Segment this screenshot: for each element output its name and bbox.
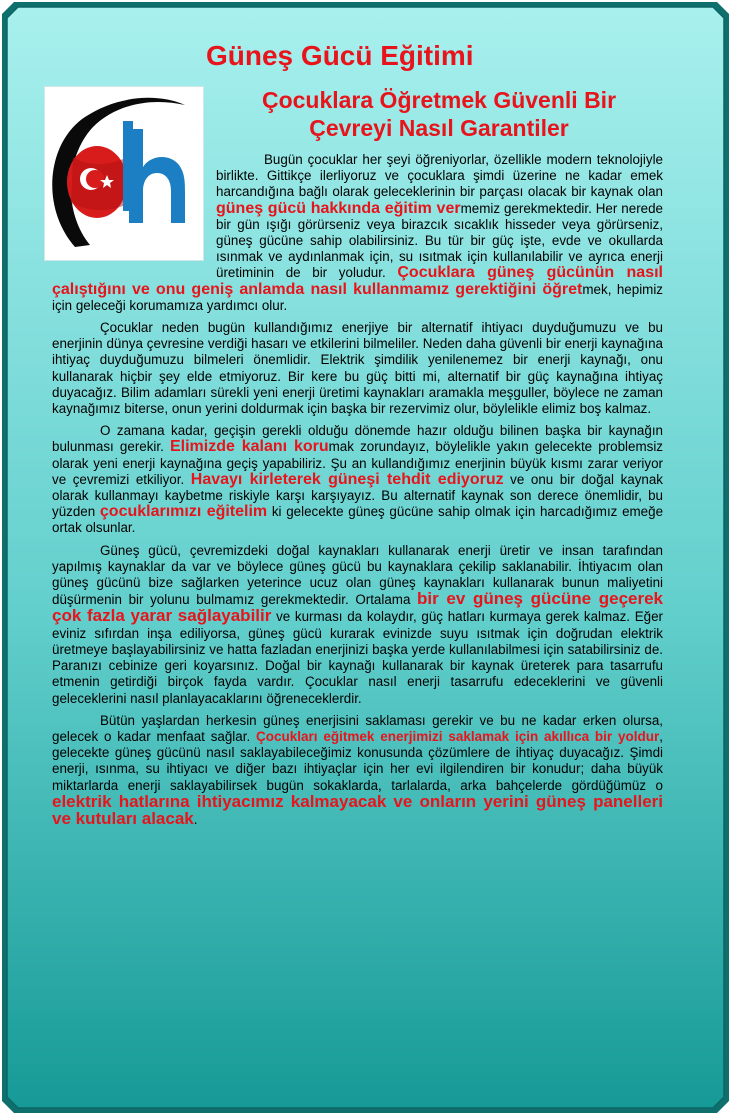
highlighted-text: Çocukları eğitmek enerjimizi saklamak için akıllıca bir yoldur <box>255 728 660 744</box>
paragraph-text: ve onu bir doğal kaynak olarak kullanmayı kaybetme riskiyle karşı karşıyayız. Bu alternatif kaynak son derece önemlidir, bu yüzden <box>52 471 663 520</box>
paragraph-text: ve kurması da kolaydır, güç hatları kurmaya gerek kalmaz. Eğer eviniz sıfırdan inşa ediliyorsa, güneş gücü kurarak evinizde suyu ısıtmak için doğrudan elektrik üretmeye başlayabilirsiniz ve hatta fazladan enerjinizi başka yerde kullanılabilmesi için satabilirsiniz de. Paranızı cebinize geri koyarsınız. Doğal bir kaynağı kullanarak bir kaynak üreterek para tasarrufu etmenin getirdiği birçok fayda vardır. Çocuklar nasıl enerji tasarrufu edeceklerini ve güvenli geleceklerini nasıl planlayacaklarını öğreneceklerdir. <box>52 609 663 706</box>
article-paragraph <box>52 713 663 828</box>
highlighted-text: güneş gücü hakkında eğitim ver <box>216 199 461 217</box>
paragraph-text: . <box>193 811 198 827</box>
logo-float-spacer <box>52 152 216 275</box>
highlighted-text: elektrik hatlarına ihtiyacımız kalmayacak ve onların yerini güneş panelleri ve kutuları alacak <box>52 791 663 828</box>
highlighted-text: çocuklarımızı eğitelim <box>99 503 268 521</box>
subtitle-line-2: Çevreyi Nasıl Garantiler <box>309 115 569 141</box>
subtitle-line-1: Çocuklara Öğretmek Güvenli Bir <box>261 87 617 113</box>
paragraph-text: Güneş gücü, çevremizdeki doğal kaynakları kullanarak enerji üretir ve insan tarafından yapılmış kaynaklar da var ve böylece güneş gücü bu kaynaklara çekilip saklanabilir. İhtiyacım olan güneş gücünü bize sağlarken yeterince ucuz olan güneş kaynakları kullanarak bunun maliyetini düşürmenin bir yolunu bulmamız gerekmektedir. Ortalama <box>52 542 663 608</box>
paragraph-text: Çocuklar neden bugün kullandığımız enerjiye bir alternatif ihtiyacı duyduğumuzu ve bu enerjinin dünya çevresine verdiği hasarı ve etkilerini bilmeliler. Neden daha güvenli bir enerji kaynağına ihtiyaç duyduğumuzu bilmeleri önemlidir. Elektrik şimdilik yenilenemez bir enerji kaynağı, onu kullanarak hiçbir şey elde etmiyoruz. Bir kere bu güç bitti mi, alternatif bir güç kaynağına ihtiyaç duyacağız. Bilim adamları sürekli yeni enerji üretimi kaynakları aramakla meşguller, böylece ne zaman kaynağımız biterse, onun yerini doldurmak için başka bir rezervimiz olur, böylelikle elimiz boş kalmaz. <box>52 320 663 417</box>
highlighted-text: Elimizde kalanı koru <box>169 438 329 456</box>
paragraph-text: memiz gerekmektedir. Her nerede bir gün ışığı görürseniz veya birazcık sıcaklık hisseder veya görürseniz, güneş gücüne sahip olabilirsiniz. Bu tür bir güç işte, evde ve okullarda ısınmak ve aydınlanmak için, su ısıtmak için kullanılabilir ve ayrıca enerji üretiminin de bir yoludur. <box>216 200 663 281</box>
paragraph-text: , gelecekte güneş gücünü nasıl saklayabileceğimiz konusunda çözümlere de ihtiyaç duyacağız. Şimdi enerji, ısınma, su ihtiyacı ve diğer bazı ihtiyaçlar için her evi ilgilendiren bir konudur; daha büyük miktarlarda enerji saklayabilirsek bugün sokaklarda, tarlalarda, arka bahçelerde gördüğümüz o <box>52 728 663 793</box>
article-paragraph <box>52 320 663 417</box>
paragraph-text: O zamana kadar, geçişin gerekli olduğu dönemde hazır olduğu bilinen başka bir kaynağın bulunması gerekir. <box>52 423 663 455</box>
article-paragraph <box>52 423 663 536</box>
highlighted-text: Havayı kirleterek güneşi tehdit ediyoruz <box>190 470 504 488</box>
highlighted-text: bir ev güneş gücüne geçerek çok fazla yarar sağlayabilir <box>52 589 664 626</box>
article-body <box>52 152 663 834</box>
paragraph-text: Bütün yaşlardan herkesin güneş enerjisini saklaması gerekir ve bu ne kadar erken olursa, gelecek o kadar menfaat sağlar. <box>52 712 663 744</box>
paragraph-text: ki gelecekte güneş gücüne sahip olmak için harcadığımız emeğe ortak olsunlar. <box>52 504 664 536</box>
page-subtitle <box>214 86 664 142</box>
paragraph-text: mak zorundayız, böylelikle yakın gelecekte problemsiz olarak yeni enerji kaynağına geçiş yapabiliriz. Şu an kullandığımız enerjinin büyük kısmı zarar veriyor ve çevremizi etkiliyor. <box>52 439 663 487</box>
highlighted-text: Çocuklara güneş gücünün nasıl çalıştığını ve onu geniş anlamda nasıl kullanmamız gerektiğini öğret <box>52 264 663 298</box>
article-paragraph <box>52 543 663 707</box>
paragraph-text: mek, hepimiz için geleceği korumamıza yardımcı olur. <box>52 281 663 313</box>
paragraph-text: Bugün çocuklar her şeyi öğreniyorlar, özellikle modern teknolojiyle birlikte. Gittikçe ilerliyoruz ve çocuklara şimdi üzerine ne kadar emek harcandığına bağlı olarak geleceklerinin bir parçası olacak bir kaynak olan <box>216 152 663 200</box>
page-title: Güneş Gücü Eğitimi <box>206 40 474 71</box>
